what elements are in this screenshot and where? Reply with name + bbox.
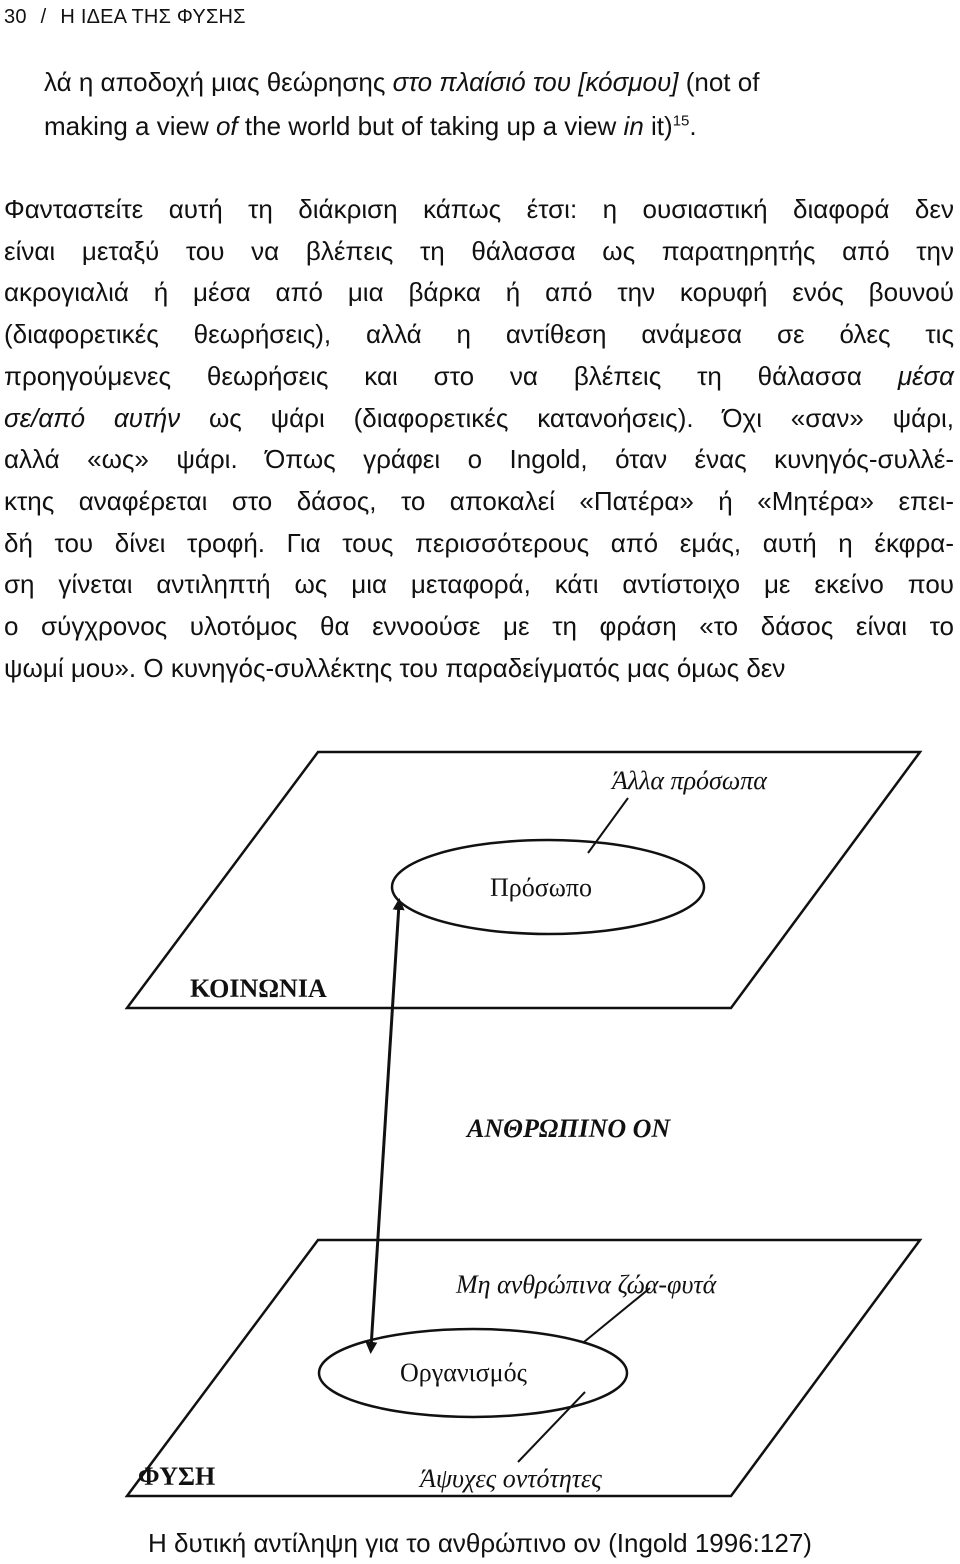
- body-line: αλλά «ως» ψάρι. Όπως γράφει ο Ingold, όταν ένας κυνηγός-συλλέ-: [4, 444, 954, 475]
- page-number: 30: [4, 6, 27, 28]
- quote-text: (not of: [678, 67, 760, 97]
- body-line: ακρογιαλιά ή μέσα από μια βάρκα ή από την κορυφή ενός βουνού: [4, 277, 954, 308]
- quote-block: [44, 60, 924, 148]
- running-head-separator: /: [40, 6, 47, 28]
- body-italic-text: μέσα: [897, 360, 954, 391]
- person-label: Πρόσωπο: [490, 873, 593, 902]
- society-label: ΚΟΙΝΩΝΙΑ: [190, 974, 327, 1003]
- organism-label: Οργανισμός: [400, 1358, 527, 1387]
- quote-italic-text: of: [215, 111, 238, 141]
- quote-italic-text: στο πλαίσιό του [κόσμου]: [392, 67, 679, 97]
- body-line: κτης αναφέρεται στο δάσος, το αποκαλεί «Πατέρα» ή «Μητέρα» επει-: [4, 485, 954, 516]
- body-line: ο σύγχρονος υλοτόμος θα εννοούσε με τη φράση «το δάσος είναι το: [4, 611, 954, 642]
- running-head: [4, 6, 246, 29]
- non-human-label: Μη ανθρώπινα ζώα-φυτά: [456, 1270, 717, 1299]
- quote-line-1: [44, 60, 924, 104]
- quote-italic-text: in: [623, 111, 644, 141]
- figure-caption: Η δυτική αντίληψη για το ανθρώπινο ον (Ingold 1996:127): [148, 1528, 812, 1558]
- inanimate-pointer-line: [518, 1392, 585, 1462]
- connecting-arrow: [371, 904, 399, 1348]
- body-text: ως ψάρι (διαφορετικές κατανοήσεις). Όχι «σαν» ψάρι,: [180, 402, 954, 433]
- running-head-title: Η ΙΔΕΑ ΤΗΣ ΦΥΣΗΣ: [60, 6, 246, 28]
- body-italic-text: σε/από αυτήν: [4, 402, 181, 433]
- diagram-figure: [0, 720, 960, 1564]
- body-line: είναι μεταξύ του να βλέπεις τη θάλασσα ως παρατηρητής από την: [4, 235, 954, 266]
- body-line: [4, 356, 954, 398]
- body-line: δή του δίνει τροφή. Για τους περισσότερους από εμάς, αυτή η έκφρα-: [4, 527, 954, 558]
- human-being-label: ΑΝΘΡΩΠΙΝΟ ΟΝ: [467, 1114, 671, 1143]
- quote-text: the world but of taking up a view: [237, 111, 624, 141]
- footnote-marker[interactable]: 15: [672, 112, 690, 130]
- nature-label: ΦΥΣΗ: [138, 1462, 216, 1491]
- body-line: (διαφορετικές θεωρήσεις), αλλά η αντίθεση ανάμεσα σε όλες τις: [4, 319, 954, 350]
- quote-line-2: [44, 104, 924, 148]
- quote-text: making a view: [44, 111, 216, 141]
- others-persons-label: Άλλα πρόσωπα: [612, 766, 767, 795]
- body-text: προηγούμενες θεωρήσεις και στο να βλέπεις τη θάλασσα: [4, 360, 898, 391]
- body-paragraph: [4, 189, 954, 689]
- quote-text: .: [689, 111, 697, 141]
- body-line: ση γίνεται αντιληπτή ως μια μεταφορά, κάτι αντίστοιχο με εκείνο που: [4, 569, 954, 600]
- quote-text: it): [643, 111, 673, 141]
- inanimate-entities-label: Άψυχες οντότητες: [420, 1464, 602, 1493]
- body-line: [4, 398, 954, 440]
- body-line: ψωμί μου». Ο κυνηγός-συλλέκτης του παραδείγματός μας όμως δεν: [4, 652, 786, 683]
- body-line: Φανταστείτε αυτή τη διάκριση κάπως έτσι: η ουσιαστική διαφορά δεν: [4, 194, 954, 224]
- quote-text: λά η αποδοχή μιας θεώρησης: [44, 67, 393, 97]
